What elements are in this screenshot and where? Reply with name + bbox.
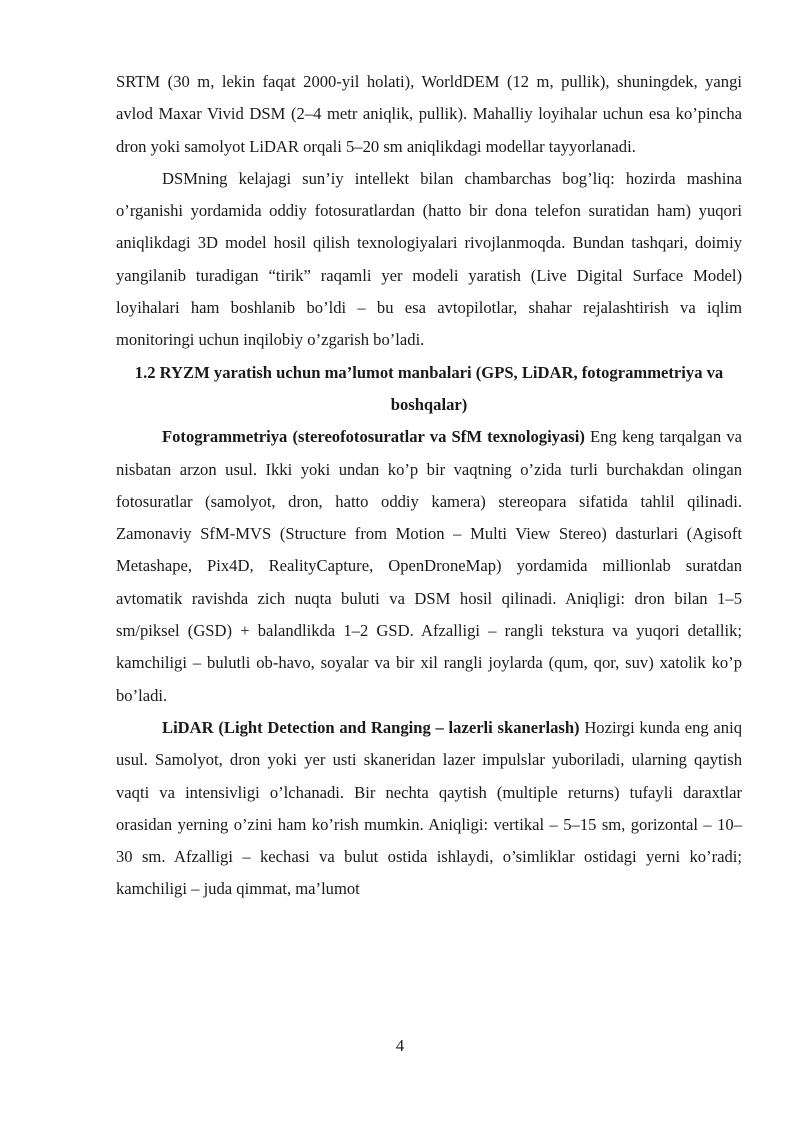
- page-number: 4: [395, 1036, 405, 1055]
- paragraph-lidar: [116, 712, 742, 906]
- lidar-body: Hozirgi kunda eng aniq usul. Samolyot, dron yoki yer usti skaneridan lazer impulslar yuboriladi, ularning qaytish vaqti va intensivligi o’lchanadi. Bir nechta qaytish (multiple returns) tufayli daraxtlar orasidan yerning o’zini ham ko’rish mumkin. Aniqligi: vertikal – 5–15 sm, gorizontal – 10–30 sm. Afzalligi – kechasi va bulut ostida ishlaydi, o’simliklar ostidagi yerni ko’radi; kamchiligi – juda qimmat, ma’lumot: [116, 717, 742, 899]
- paragraph-dsm-future: DSMning kelajagi sun’iy intellekt bilan chambarchas bog’liq: hozirda mashina o’rganishi yordamida oddiy fotosuratlardan (hatto bir dona telefon suratidan ham) yuqori aniqlikdagi 3D model hosil qilish texnologiyalari rivojlanmoqda. Bundan tashqari, doimiy yangilanib turadigan “tirik” raqamli yer modeli yaratish (Live Digital Surface Model) loyihalari ham boshlanib bo’ldi – bu esa avtopilotlar, shahar rejalashtirish va iqlim monitoringi uchun inqilobiy o’zgarish bo’ladi.: [116, 168, 742, 350]
- lidar-lead: LiDAR (Light Detection and Ranging – lazerli skanerlash): [162, 717, 580, 737]
- body-text: [116, 66, 742, 906]
- section-heading: 1.2 RYZM yaratish uchun ma’lumot manbalari (GPS, LiDAR, fotogrammetriya va boshqalar): [134, 362, 724, 414]
- photogrammetry-body: Eng keng tarqalgan va nisbatan arzon usul. Ikki yoki undan ko’p bir vaqtning o’zida turli burchakdan olingan fotosuratlar (samolyot, dron, hatto oddiy kamera) stereopara sifatida tahlil qilinadi. Zamonaviy SfM-MVS (Structure from Motion – Multi View Stereo) dasturlari (Agisoft Metashape, Pix4D, RealityCapture, OpenDroneMap) yordamida millionlab suratdan avtomatik ravishda zich nuqta buluti va DSM hosil qilinadi. Aniqligi: dron bilan 1–5 sm/piksel (GSD) + balandlikda 1–2 GSD. Afzalligi – rangli tekstura va yuqori detallik; kamchiligi – bulutli ob-havo, soyalar va bir xil rangli joylarda (qum, qor, suv) xatolik ko’p bo’ladi.: [116, 427, 742, 705]
- paragraph-dsm-sources: SRTM (30 m, lekin faqat 2000-yil holati), WorldDEM (12 m, pullik), shuningdek, yangi avlod Maxar Vivid DSM (2–4 metr aniqlik, pullik). Mahalliy loyihalar uchun esa ko’pincha dron yoki samolyot LiDAR orqali 5–20 sm aniqlikdagi modellar tayyorlanadi.: [116, 72, 742, 156]
- paragraph-photogrammetry: [116, 421, 742, 712]
- photogrammetry-lead: Fotogrammetriya (stereofotosuratlar va SfM texnologiyasi): [162, 427, 585, 447]
